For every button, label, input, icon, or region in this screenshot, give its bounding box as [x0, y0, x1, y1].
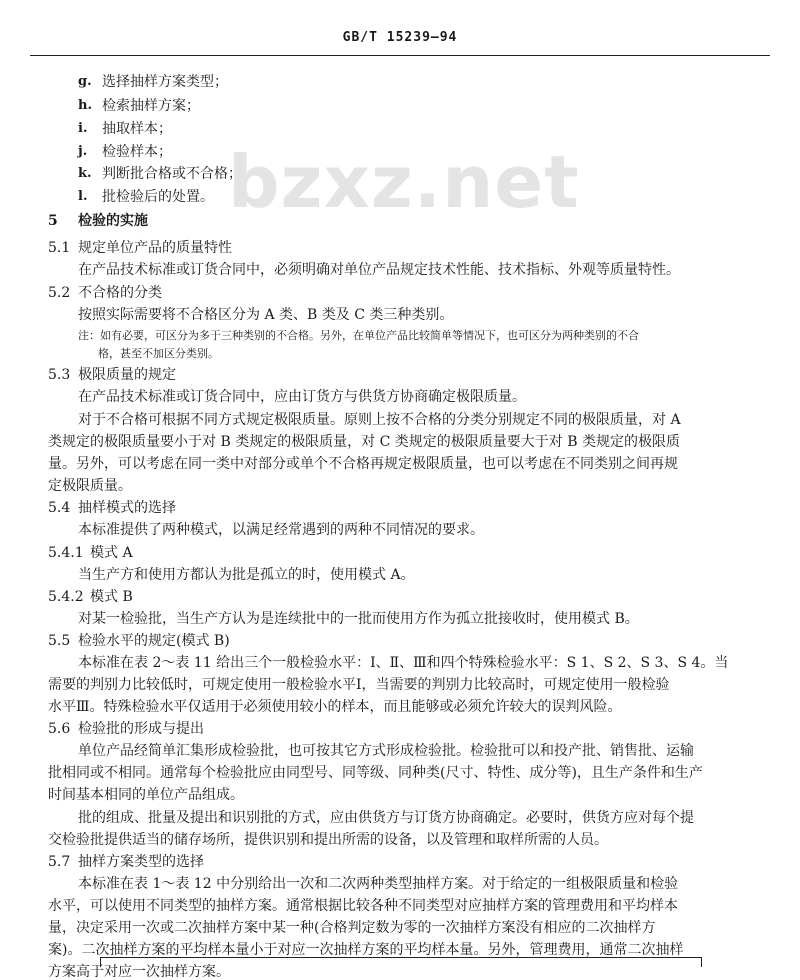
paragraph: 批相同或不相同。通常每个检验批应由同型号、同等级、同种类(尺寸、特性、成分等)，且生产条件和生产 — [48, 765, 703, 781]
paragraph: 定极限质量。 — [48, 478, 132, 494]
page-header: GB/T 15239—94 — [342, 30, 458, 45]
subsection-heading: 5.1 规定单位产品的质量特性 — [48, 240, 232, 256]
subsection-heading: 5.4.1 模式 A — [48, 545, 133, 561]
paragraph: 方案高于对应一次抽样方案。 — [48, 964, 230, 980]
paragraph: 本标准在表 1～表 12 中分别给出一次和二次两种类型抽样方案。对于给定的一组极限质量和检验 — [78, 876, 679, 892]
note: 格，甚至不加区分类别。 — [98, 347, 219, 360]
paragraph: 本标准在表 2～表 11 给出三个一般检验水平：Ⅰ、Ⅱ、Ⅲ和四个特殊检验水平：S 1、S 2、S 3、S 4。当 — [78, 655, 729, 671]
paragraph: 单位产品经简单汇集形成检验批，也可按其它方式形成检验批。检验批可以和投产批、销售批、运输 — [78, 743, 694, 759]
subsection-heading: 5.7 抽样方案类型的选择 — [48, 854, 204, 870]
subsection-heading: 5.3 极限质量的规定 — [48, 367, 176, 383]
paragraph: 类规定的极限质量要小于对 B 类规定的极限质量，对 C 类规定的极限质量要大于对 B 类规定的极限质 — [48, 434, 680, 450]
paragraph: 本标准提供了两种模式，以满足经常遇到的两种不同情况的要求。 — [78, 522, 484, 538]
subsection-heading: 5.4.2 模式 B — [48, 589, 133, 605]
paragraph: 批的组成、批量及提出和识别批的方式，应由供货方与订货方协商确定。必要时，供货方应对每个提 — [78, 810, 694, 826]
paragraph: 在产品技术标准或订货合同中，应由订货方与供货方协商确定极限质量。 — [78, 389, 526, 405]
section-heading: 5 检验的实施 — [48, 213, 148, 229]
paragraph: 量。另外，可以考虑在同一类中对部分或单个不合格再规定极限质量，也可以考虑在不同类别之间再规 — [48, 456, 678, 472]
paragraph: 水平Ⅲ。特殊检验水平仅适用于必须使用较小的样本，而且能够或必须允许较大的误判风险。 — [48, 699, 622, 715]
paragraph: 当生产方和使用方都认为批是孤立的时，使用模式 A。 — [78, 567, 415, 583]
paragraph: 案)。二次抽样方案的平均样本量小于对应一次抽样方案的平均样本量。另外，管理费用，通常二次抽样 — [48, 942, 684, 958]
subsection-heading: 5.5 检验水平的规定(模式 B) — [48, 633, 230, 649]
paragraph: 对于不合格可根据不同方式规定极限质量。原则上按不合格的分类分别规定不同的极限质量，对 A — [78, 412, 681, 428]
paragraph: 水平，可以使用不同类型的抽样方案。通常根据比较各种不同类型对应抽样方案的管理费用和平均样本 — [48, 898, 678, 914]
document-page: GB/T 15239—94 bzxz.net g. 选择抽样方案类型； h. 检索抽样方案； i. 抽取样本； j. 检验样本； k. 判断批合格或不合格； l. 批检验后的处置。 5 检验的实施 5.1 规定单位产品的质量特性 在产品技术标准或订货合同中，必须明确对单位产品规定技术性能、技术指标、外观等质量特性。 5.2 不合格的分类 按照实际需要将不合格区分为 A 类、B 类及 C 类三种类别。 注：如有必要，可区分为多于三种类别的不合格。另外，在单位产品比较简单等情况下，也可区分为两种类别的不合 格，甚至不加区分类别。 5.3 极限质量的规定 在产品技术标准或订货合同中，应由订货方与供货方协商确定极限质量。 对于不合格可根据不同方式规定极限质量。原则上按不合格的分类分别规定不同的极限质量，对 A 类规定的极限质量要小于对 B 类规定的极限质量，对 C 类规定的极限质量要大于对 B 类规定的极限质 量。另外，可以考虑在同一类中对部分或单个不合格再规定极限质量，也可以考虑在不同类别之间再规 定极限质量。 5.4 抽样模式的选择 本标准提供了两种模式，以满足经常遇到的两种不同情况的要求。 5.4.1 模式 A 当生产方和使用方都认为批是孤立的时，使用模式 A。 5.4.2 模式 B 对某一检验批，当生产方认为是连续批中的一批而使用方作为孤立批接收时，使用模式 B。 5.5 检验水平的规定(模式 B) 本标准在表 2～表 11 给出三个一般检验水平：Ⅰ、Ⅱ、Ⅲ和四个特殊检验水平：S 1、S 2、S 3、S 4。当 需要的判别力比较低时，可规定使用一般检验水平Ⅰ，当需要的判别力比较高时，可规定使用一般检验 水平Ⅲ。特殊检验水平仅适用于必须使用较小的样本，而且能够或必须允许较大的误判风险。 5.6 检验批的形成与提出 单位产品经简单汇集形成检验批，也可按其它方式形成检验批。检验批可以和投产批、销售批、运输 批相同或不相同。通常每个检验批应由同型号、同等级、同种类(尺寸、特性、成分等)，且生产条件和生产 时间基本相同的单位产品组成。 批的组成、批量及提出和识别批的方式，应由供货方与订货方协商确定。必要时，供货方应对每个提 交检验批提供适当的储存场所，提供识别和提出所需的设备，以及管理和取样所需的人员。 5.7 抽样方案类型的选择 本标准在表 1～表 12 中分别给出一次和二次两种类型抽样方案。对于给定的一组极限质量和检验 水平，可以使用不同类型的抽样方案。通常根据比较各种不同类型对应抽样方案的管理费用和平均样本 量，决定采用一次或二次抽样方案中某一种(合格判定数为零的一次抽样方案没有相应的二次抽样方 案)。二次抽样方案的平均样本量小于对应一次抽样方案的平均样本量。另外，管理费用，通常二次抽样 方案高于对应一次抽样方案。 — [0, 0, 800, 966]
paragraph: 按照实际需要将不合格区分为 A 类、B 类及 C 类三种类别。 — [78, 307, 454, 323]
subsection-heading: 5.2 不合格的分类 — [48, 285, 162, 301]
paragraph: 需要的判别力比较低时，可规定使用一般检验水平Ⅰ，当需要的判别力比较高时，可规定使用一般检验 — [48, 677, 670, 693]
watermark: bzxz.net — [228, 140, 580, 224]
header-rule — [30, 55, 770, 56]
subsection-heading: 5.6 检验批的形成与提出 — [48, 721, 204, 737]
paragraph: 对某一检验批，当生产方认为是连续批中的一批而使用方作为孤立批接收时，使用模式 B。 — [78, 611, 639, 627]
note: 注：如有必要，可区分为多于三种类别的不合格。另外，在单位产品比较简单等情况下，也可区分为两种类别的不合 — [78, 329, 639, 342]
paragraph: 在产品技术标准或订货合同中，必须明确对单位产品规定技术性能、技术指标、外观等质量特性。 — [78, 262, 680, 278]
paragraph: 时间基本相同的单位产品组成。 — [48, 787, 244, 803]
paragraph: 交检验批提供适当的储存场所，提供识别和提出所需的设备，以及管理和取样所需的人员。 — [48, 832, 608, 848]
paragraph: 量，决定采用一次或二次抽样方案中某一种(合格判定数为零的一次抽样方案没有相应的二次抽样方 — [48, 920, 656, 936]
subsection-heading: 5.4 抽样模式的选择 — [48, 500, 176, 516]
